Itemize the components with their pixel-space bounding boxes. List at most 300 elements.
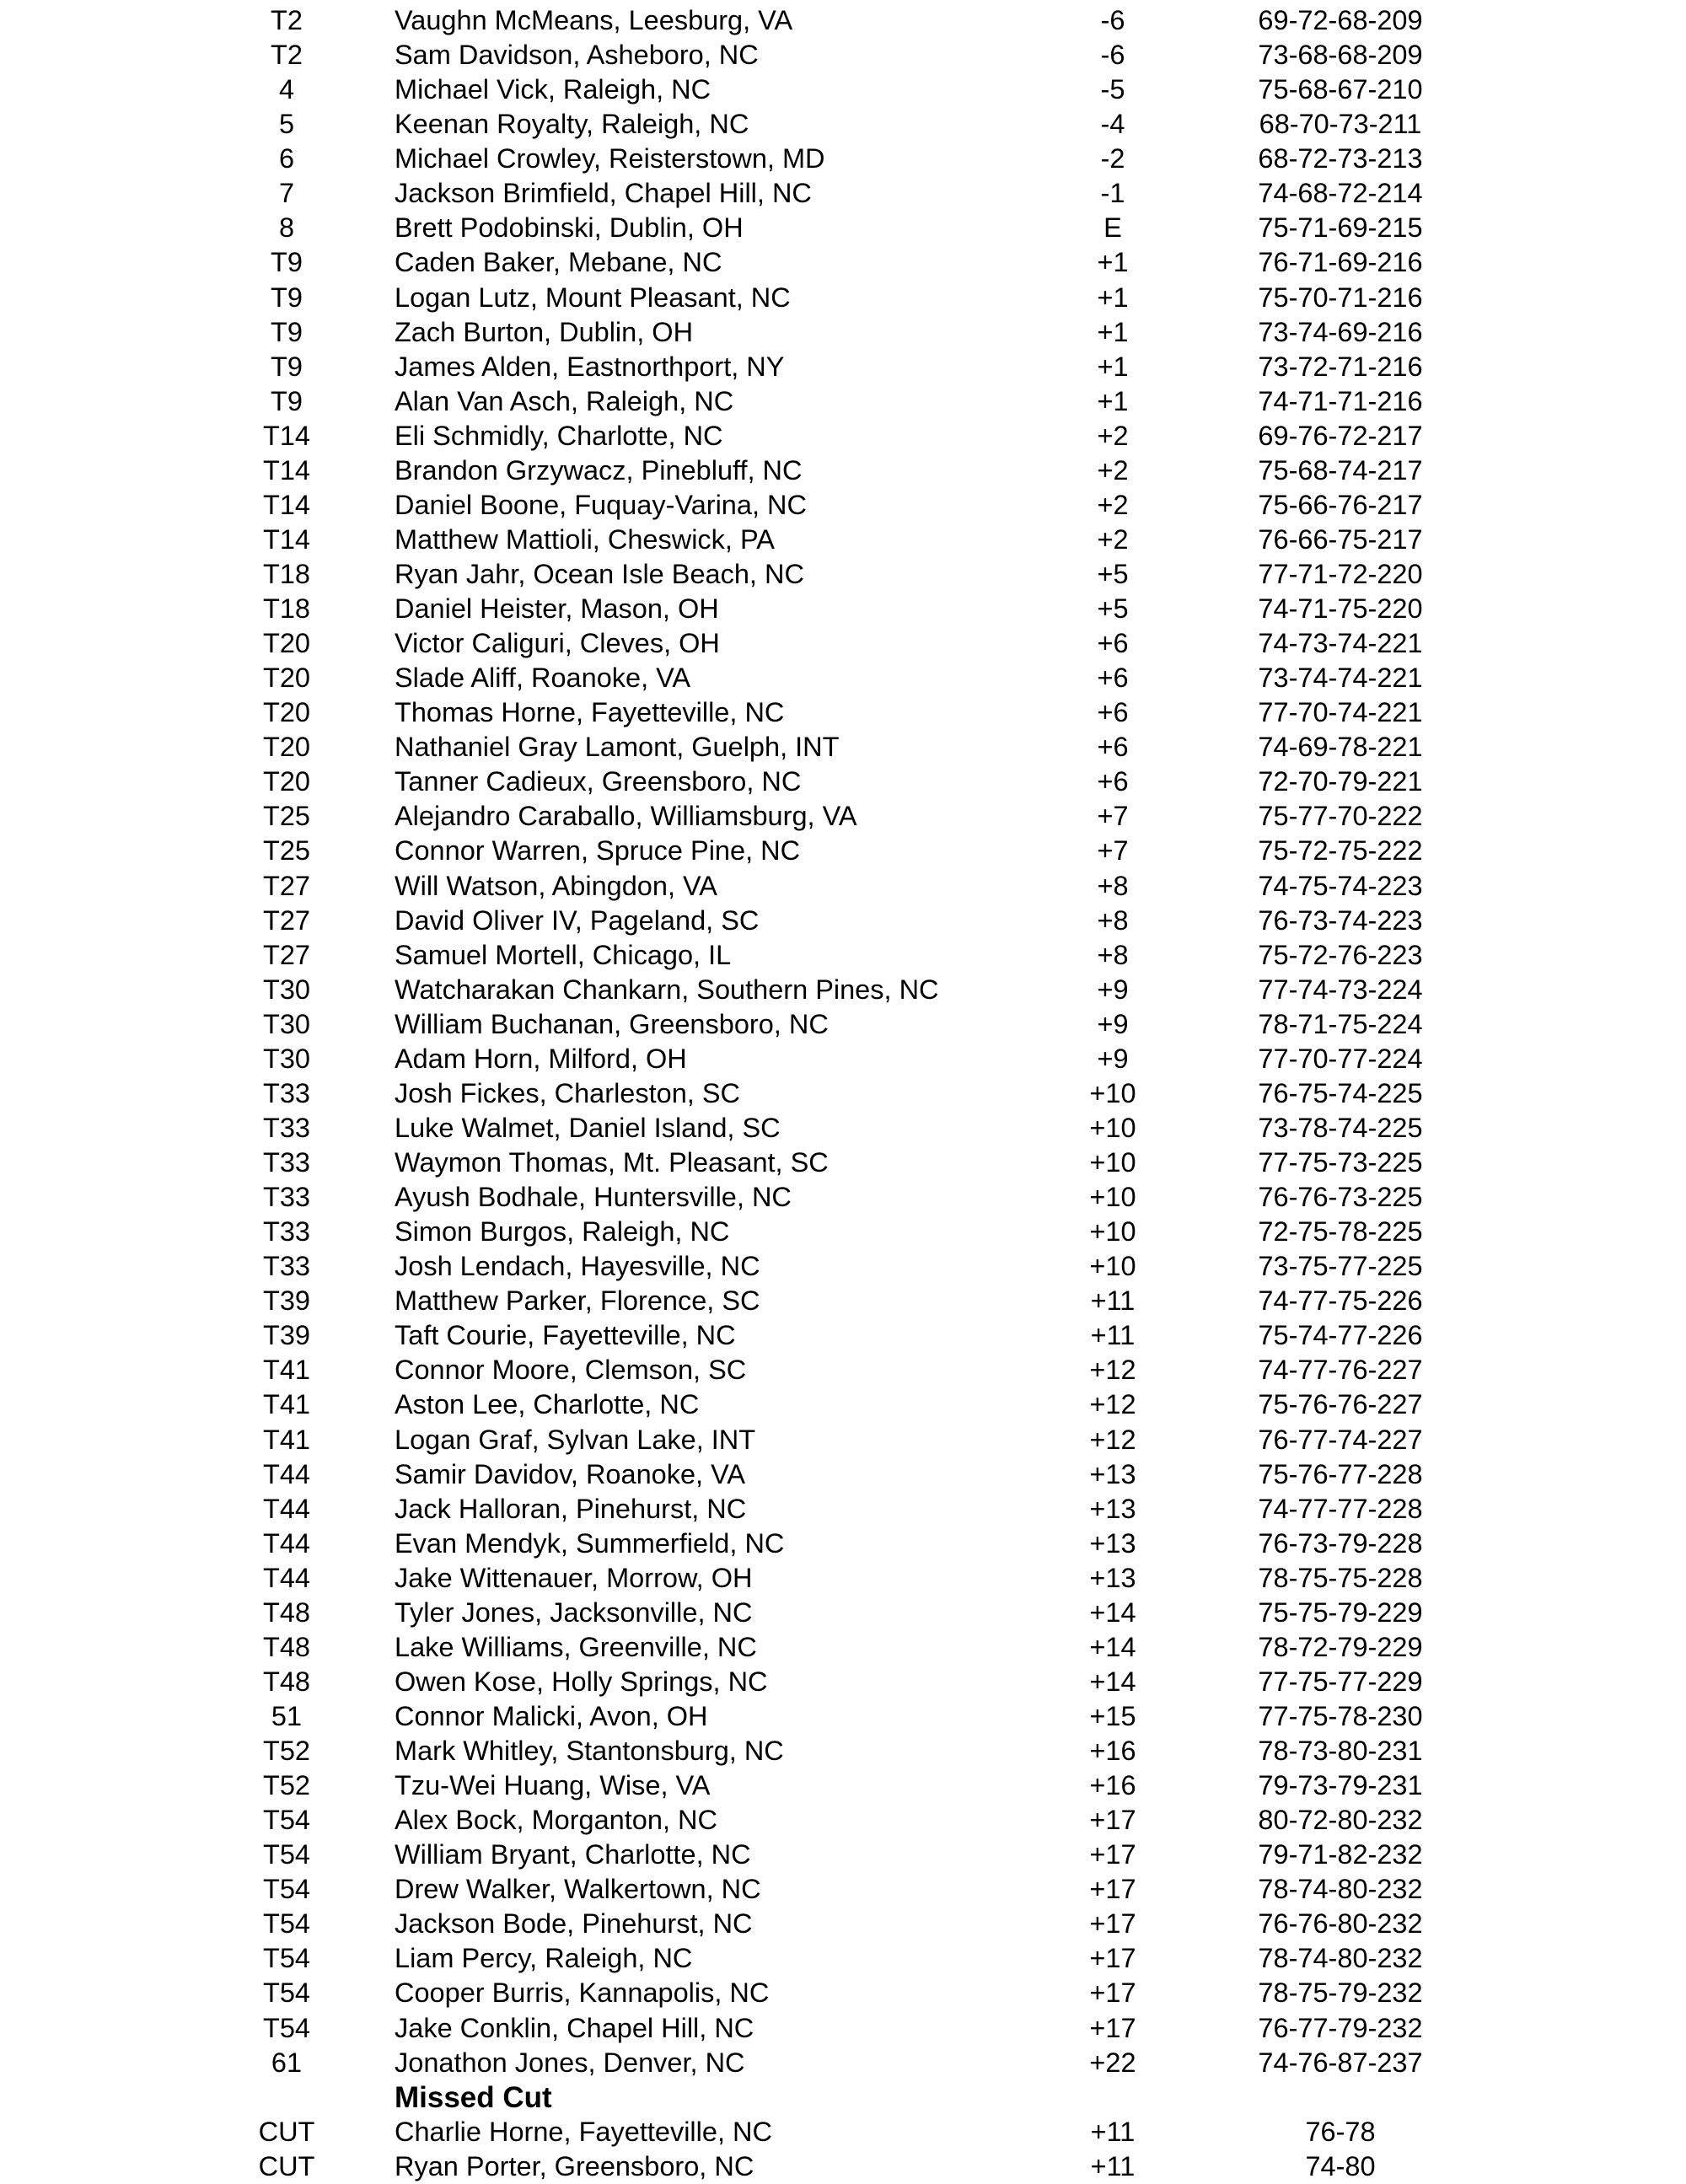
score-cell: +6 — [1097, 628, 1129, 659]
score-cell: -6 — [1100, 40, 1125, 71]
rounds-cell: 77-71-72-220 — [1258, 559, 1423, 589]
rounds-cell: 75-68-74-217 — [1258, 454, 1423, 486]
rounds-cell: 76-71-69-216 — [1258, 247, 1423, 278]
table-row — [0, 523, 1686, 557]
player-cell: Alejandro Caraballo, Williamsburg, VA — [395, 801, 857, 832]
position-cell: T54 — [262, 1805, 310, 1836]
score-cell: +6 — [1097, 663, 1129, 694]
table-row — [0, 38, 1686, 72]
player-cell: Jake Conklin, Chapel Hill, NC — [395, 2012, 754, 2043]
position-cell: 5 — [278, 109, 295, 140]
table-row — [0, 315, 1686, 350]
score-cell: -4 — [1100, 109, 1125, 140]
position-cell: T33 — [262, 1251, 310, 1282]
position-cell: T9 — [271, 385, 303, 416]
player-cell: Sam Davidson, Asheboro, NC — [395, 40, 759, 71]
score-cell: +17 — [1089, 1874, 1136, 1905]
player-cell: Alan Van Asch, Raleigh, NC — [395, 385, 734, 416]
score-cell: +1 — [1097, 316, 1129, 347]
position-cell: T14 — [262, 489, 310, 520]
rounds-cell: 74-71-71-216 — [1258, 385, 1423, 416]
player-cell: Caden Baker, Mebane, NC — [395, 247, 722, 278]
score-cell: +16 — [1089, 1770, 1136, 1801]
rounds-cell: 72-70-79-221 — [1258, 766, 1423, 797]
position-cell: 51 — [271, 1700, 303, 1731]
player-cell: Vaughn McMeans, Leesburg, VA — [395, 5, 793, 35]
table-row — [0, 730, 1686, 765]
table-row — [0, 211, 1686, 245]
position-cell: T41 — [262, 1355, 310, 1386]
score-cell: +13 — [1089, 1562, 1136, 1593]
player-cell: Aston Lee, Charlotte, NC — [395, 1389, 700, 1420]
rounds-cell: 76-76-73-225 — [1258, 1182, 1423, 1212]
rounds-cell: 73-78-74-225 — [1258, 1112, 1423, 1143]
player-cell: Charlie Horne, Fayetteville, NC — [395, 2116, 772, 2147]
player-cell: Matthew Parker, Florence, SC — [395, 1285, 760, 1317]
table-row — [0, 1665, 1686, 1699]
position-cell: T2 — [271, 5, 303, 35]
table-row — [0, 1146, 1686, 1180]
position-cell: T20 — [262, 766, 310, 797]
table-row — [0, 1596, 1686, 1630]
rounds-cell: 74-71-75-220 — [1258, 593, 1423, 624]
rounds-cell: 76-77-74-227 — [1258, 1424, 1423, 1455]
rounds-cell: 78-74-80-232 — [1258, 1874, 1423, 1905]
table-row — [0, 557, 1686, 592]
position-cell: CUT — [258, 2116, 315, 2147]
position-cell: T30 — [262, 1008, 310, 1039]
player-cell: Owen Kose, Holly Springs, NC — [395, 1666, 768, 1697]
position-cell: T9 — [271, 247, 303, 278]
rounds-cell: 78-75-79-232 — [1258, 1977, 1423, 2009]
rounds-cell: 78-74-80-232 — [1258, 1943, 1423, 1974]
rounds-cell: 74-73-74-221 — [1258, 628, 1423, 659]
player-cell: Ryan Porter, Greensboro, NC — [395, 2150, 754, 2181]
player-cell: Jackson Bode, Pinehurst, NC — [395, 1908, 753, 1940]
position-cell: T54 — [262, 2012, 310, 2043]
table-row — [0, 3, 1686, 38]
table-row — [0, 350, 1686, 384]
rounds-cell: 75-71-69-215 — [1258, 212, 1423, 244]
position-cell: T52 — [262, 1736, 310, 1766]
player-cell: Josh Fickes, Charleston, SC — [395, 1077, 741, 1108]
table-row — [0, 72, 1686, 107]
player-cell: Mark Whitley, Stantonsburg, NC — [395, 1736, 784, 1766]
position-cell: T39 — [262, 1320, 310, 1351]
player-cell: Connor Malicki, Avon, OH — [395, 1700, 708, 1731]
table-row — [0, 1111, 1686, 1146]
position-cell: T25 — [262, 801, 310, 832]
rounds-cell: 74-75-74-223 — [1258, 870, 1423, 901]
position-cell: T27 — [262, 939, 310, 970]
position-cell: T14 — [262, 523, 310, 555]
position-cell: T20 — [262, 732, 310, 763]
table-row — [0, 2149, 1686, 2184]
score-cell: +6 — [1097, 697, 1129, 728]
score-cell: +13 — [1089, 1493, 1136, 1524]
score-cell: +17 — [1089, 2012, 1136, 2043]
position-cell: T2 — [271, 40, 303, 71]
score-cell: +11 — [1090, 1320, 1136, 1351]
player-cell: Taft Courie, Fayetteville, NC — [395, 1320, 736, 1351]
table-row — [0, 1768, 1686, 1803]
rounds-cell: 76-76-80-232 — [1258, 1908, 1423, 1940]
score-cell: +11 — [1090, 2150, 1136, 2181]
rounds-cell: 69-76-72-217 — [1258, 420, 1423, 451]
position-cell: T20 — [262, 697, 310, 728]
rounds-cell: 74-77-75-226 — [1258, 1285, 1423, 1317]
rounds-cell: 74-69-78-221 — [1258, 732, 1423, 763]
player-cell: Eli Schmidly, Charlotte, NC — [395, 420, 723, 451]
player-cell: Brandon Grzywacz, Pinebluff, NC — [395, 454, 803, 486]
table-row — [0, 1387, 1686, 1422]
rounds-cell: 79-71-82-232 — [1258, 1839, 1423, 1870]
player-cell: Victor Caliguri, Cleves, OH — [395, 628, 720, 659]
rounds-cell: 75-72-75-222 — [1258, 835, 1423, 867]
rounds-cell: 78-75-75-228 — [1258, 1562, 1423, 1593]
player-cell: Drew Walker, Walkertown, NC — [395, 1874, 761, 1905]
rounds-cell: 75-75-79-229 — [1258, 1596, 1423, 1628]
score-cell: +2 — [1097, 454, 1129, 486]
position-cell: T48 — [262, 1596, 310, 1628]
table-row — [0, 1907, 1686, 1941]
table-row — [0, 799, 1686, 834]
position-cell: T52 — [262, 1770, 310, 1801]
score-cell: +12 — [1089, 1389, 1136, 1420]
table-row — [0, 488, 1686, 523]
position-cell: T44 — [262, 1458, 310, 1489]
rounds-cell: 68-72-73-213 — [1258, 143, 1423, 174]
rounds-cell: 80-72-80-232 — [1258, 1805, 1423, 1836]
position-cell: T25 — [262, 835, 310, 867]
score-cell: +10 — [1089, 1077, 1136, 1108]
player-cell: Tanner Cadieux, Greensboro, NC — [395, 766, 802, 797]
player-cell: Slade Aliff, Roanoke, VA — [395, 663, 691, 694]
table-row — [0, 2011, 1686, 2046]
table-row — [0, 384, 1686, 419]
score-cell: +7 — [1097, 801, 1129, 832]
player-cell: Logan Graf, Sylvan Lake, INT — [395, 1424, 756, 1455]
player-cell: Watcharakan Chankarn, Southern Pines, NC — [395, 974, 939, 1005]
score-cell: -6 — [1100, 5, 1125, 35]
position-cell: T48 — [262, 1666, 310, 1697]
position-cell: T20 — [262, 663, 310, 694]
score-cell: +14 — [1089, 1666, 1136, 1697]
position-cell: T9 — [271, 282, 303, 313]
rounds-cell: 73-72-71-216 — [1258, 351, 1423, 382]
table-row — [0, 1803, 1686, 1838]
position-cell: T41 — [262, 1389, 310, 1420]
position-cell: T9 — [271, 316, 303, 347]
table-row — [0, 869, 1686, 904]
position-cell: 61 — [271, 2047, 303, 2078]
player-cell: Brett Podobinski, Dublin, OH — [395, 212, 744, 244]
position-cell: T9 — [271, 351, 303, 382]
score-cell: +13 — [1089, 1458, 1136, 1489]
table-row — [0, 1976, 1686, 2010]
table-row — [0, 626, 1686, 661]
table-row — [0, 1318, 1686, 1353]
table-row — [0, 1492, 1686, 1527]
rounds-cell: 73-74-74-221 — [1258, 663, 1423, 694]
score-cell: +1 — [1097, 351, 1129, 382]
rounds-cell: 78-73-80-231 — [1258, 1736, 1423, 1766]
player-cell: Will Watson, Abingdon, VA — [395, 870, 717, 901]
rounds-cell: 75-70-71-216 — [1258, 282, 1423, 313]
table-row — [0, 1941, 1686, 1976]
table-row — [0, 1076, 1686, 1111]
player-cell: Adam Horn, Milford, OH — [395, 1043, 687, 1074]
rounds-cell: 74-80 — [1305, 2150, 1376, 2181]
table-row — [0, 1699, 1686, 1734]
table-row — [0, 661, 1686, 695]
rounds-cell: 74-76-87-237 — [1258, 2047, 1423, 2078]
table-row — [0, 2115, 1686, 2149]
table-row — [0, 1561, 1686, 1596]
position-cell: 8 — [278, 212, 295, 244]
position-cell: T14 — [262, 420, 310, 451]
position-cell: T44 — [262, 1562, 310, 1593]
player-cell: Jake Wittenauer, Morrow, OH — [395, 1562, 753, 1593]
table-row — [0, 1838, 1686, 1872]
player-cell: Matthew Mattioli, Cheswick, PA — [395, 523, 775, 555]
rounds-cell: 76-75-74-225 — [1258, 1077, 1423, 1108]
player-cell: Daniel Boone, Fuquay-Varina, NC — [395, 489, 807, 520]
score-cell: -1 — [1100, 178, 1125, 209]
rounds-cell: 73-68-68-209 — [1258, 40, 1423, 71]
position-cell: T18 — [262, 593, 310, 624]
score-cell: +1 — [1097, 247, 1129, 278]
rounds-cell: 76-73-79-228 — [1258, 1527, 1423, 1559]
position-cell: 7 — [278, 178, 295, 209]
position-cell: CUT — [258, 2150, 315, 2181]
player-cell: Josh Lendach, Hayesville, NC — [395, 1251, 760, 1282]
table-row — [0, 1734, 1686, 1768]
player-cell: Waymon Thomas, Mt. Pleasant, SC — [395, 1147, 829, 1178]
table-row — [0, 695, 1686, 730]
position-cell: T48 — [262, 1631, 310, 1662]
missed-cut-heading-row — [0, 2080, 1686, 2115]
score-cell: +11 — [1090, 2116, 1136, 2147]
table-row — [0, 2046, 1686, 2080]
rounds-cell: 75-68-67-210 — [1258, 74, 1423, 105]
player-cell: Zach Burton, Dublin, OH — [395, 316, 694, 347]
rounds-cell: 78-72-79-229 — [1258, 1631, 1423, 1662]
player-cell: Evan Mendyk, Summerfield, NC — [395, 1527, 785, 1559]
player-cell: Samuel Mortell, Chicago, IL — [395, 939, 732, 970]
position-cell: T54 — [262, 1977, 310, 2009]
player-cell: Nathaniel Gray Lamont, Guelph, INT — [395, 732, 840, 763]
score-cell: +8 — [1097, 870, 1129, 901]
score-cell: +22 — [1089, 2047, 1136, 2078]
score-cell: +17 — [1089, 1908, 1136, 1940]
player-cell: Thomas Horne, Fayetteville, NC — [395, 697, 785, 728]
table-row — [0, 453, 1686, 488]
table-row — [0, 176, 1686, 211]
table-row — [0, 765, 1686, 799]
score-cell: +15 — [1089, 1700, 1136, 1731]
position-cell: T41 — [262, 1424, 310, 1455]
score-cell: +10 — [1089, 1251, 1136, 1282]
table-row — [0, 1249, 1686, 1284]
position-cell: 6 — [278, 143, 295, 174]
score-cell: -5 — [1100, 74, 1125, 105]
position-cell: T20 — [262, 628, 310, 659]
position-cell: T54 — [262, 1874, 310, 1905]
score-cell: +8 — [1097, 904, 1129, 936]
position-cell: T33 — [262, 1147, 310, 1178]
table-row — [0, 1423, 1686, 1457]
table-row — [0, 1180, 1686, 1215]
player-cell: Connor Warren, Spruce Pine, NC — [395, 835, 801, 867]
score-cell: +9 — [1097, 1008, 1129, 1039]
player-cell: Michael Vick, Raleigh, NC — [395, 74, 711, 105]
score-cell: +2 — [1097, 420, 1129, 451]
rounds-cell: 78-71-75-224 — [1258, 1008, 1423, 1039]
score-cell: +1 — [1097, 385, 1129, 416]
position-cell: T30 — [262, 1043, 310, 1074]
rounds-cell: 76-77-79-232 — [1258, 2012, 1423, 2043]
rounds-cell: 76-78 — [1305, 2116, 1376, 2147]
rounds-cell: 69-72-68-209 — [1258, 5, 1423, 35]
rounds-cell: 76-66-75-217 — [1258, 523, 1423, 555]
rounds-cell: 76-73-74-223 — [1258, 904, 1423, 936]
score-cell: +5 — [1097, 559, 1129, 589]
position-cell: T33 — [262, 1077, 310, 1108]
table-row — [0, 1872, 1686, 1907]
table-row — [0, 245, 1686, 280]
score-cell: +12 — [1089, 1355, 1136, 1386]
player-cell: Logan Lutz, Mount Pleasant, NC — [395, 282, 791, 313]
position-cell: T27 — [262, 870, 310, 901]
score-cell: +10 — [1089, 1147, 1136, 1178]
player-cell: David Oliver IV, Pageland, SC — [395, 904, 760, 936]
table-row — [0, 904, 1686, 938]
position-cell: T18 — [262, 559, 310, 589]
score-cell: +14 — [1089, 1596, 1136, 1628]
rounds-cell: 77-75-77-229 — [1258, 1666, 1423, 1697]
table-row — [0, 592, 1686, 626]
rounds-cell: 75-66-76-217 — [1258, 489, 1423, 520]
player-cell: Jack Halloran, Pinehurst, NC — [395, 1493, 747, 1524]
score-cell: E — [1103, 212, 1122, 244]
rounds-cell: 75-77-70-222 — [1258, 801, 1423, 832]
score-cell: +6 — [1097, 766, 1129, 797]
score-cell: +10 — [1089, 1182, 1136, 1212]
table-row — [0, 1007, 1686, 1042]
table-row — [0, 938, 1686, 973]
table-row — [0, 281, 1686, 315]
player-cell: Keenan Royalty, Raleigh, NC — [395, 109, 749, 140]
score-cell: +1 — [1097, 282, 1129, 313]
position-cell: T33 — [262, 1182, 310, 1212]
missed-cut-heading: Missed Cut — [395, 2080, 552, 2114]
position-cell: T33 — [262, 1112, 310, 1143]
rounds-cell: 77-70-77-224 — [1258, 1043, 1423, 1074]
player-cell: Daniel Heister, Mason, OH — [395, 593, 719, 624]
score-cell: +17 — [1089, 1839, 1136, 1870]
player-cell: Simon Burgos, Raleigh, NC — [395, 1216, 730, 1248]
position-cell: T33 — [262, 1216, 310, 1248]
table-row — [0, 1215, 1686, 1249]
score-cell: +8 — [1097, 939, 1129, 970]
score-cell: +10 — [1089, 1216, 1136, 1248]
table-row — [0, 1630, 1686, 1665]
player-cell: Tzu-Wei Huang, Wise, VA — [395, 1770, 711, 1801]
score-cell: +16 — [1089, 1736, 1136, 1766]
rounds-cell: 75-76-76-227 — [1258, 1389, 1423, 1420]
player-cell: William Bryant, Charlotte, NC — [395, 1839, 751, 1870]
player-cell: Ayush Bodhale, Huntersville, NC — [395, 1182, 792, 1212]
position-cell: T44 — [262, 1527, 310, 1559]
player-cell: Michael Crowley, Reisterstown, MD — [395, 143, 825, 174]
score-cell: +17 — [1089, 1805, 1136, 1836]
table-row — [0, 1527, 1686, 1561]
table-row — [0, 107, 1686, 142]
score-cell: +6 — [1097, 732, 1129, 763]
player-cell: Jackson Brimfield, Chapel Hill, NC — [395, 178, 812, 209]
table-row — [0, 1457, 1686, 1492]
player-cell: Alex Bock, Morganton, NC — [395, 1805, 717, 1836]
rounds-cell: 77-74-73-224 — [1258, 974, 1423, 1005]
table-row — [0, 142, 1686, 176]
player-cell: Tyler Jones, Jacksonville, NC — [395, 1596, 753, 1628]
rounds-cell: 74-77-77-228 — [1258, 1493, 1423, 1524]
position-cell: T39 — [262, 1285, 310, 1317]
table-row — [0, 1353, 1686, 1387]
rounds-cell: 75-76-77-228 — [1258, 1458, 1423, 1489]
rounds-cell: 74-77-76-227 — [1258, 1355, 1423, 1386]
rounds-cell: 68-70-73-211 — [1259, 109, 1422, 140]
position-cell: T27 — [262, 904, 310, 936]
player-cell: Luke Walmet, Daniel Island, SC — [395, 1112, 781, 1143]
position-cell: T30 — [262, 974, 310, 1005]
score-cell: +13 — [1089, 1527, 1136, 1559]
player-cell: Jonathon Jones, Denver, NC — [395, 2047, 745, 2078]
player-cell: James Alden, Eastnorthport, NY — [395, 351, 785, 382]
rounds-cell: 77-75-73-225 — [1258, 1147, 1423, 1178]
score-cell: +9 — [1097, 974, 1129, 1005]
position-cell: 4 — [278, 74, 295, 105]
score-cell: +7 — [1097, 835, 1129, 867]
rounds-cell: 77-70-74-221 — [1258, 697, 1423, 728]
rounds-cell: 73-75-77-225 — [1258, 1251, 1423, 1282]
score-cell: +14 — [1089, 1631, 1136, 1662]
score-cell: +9 — [1097, 1043, 1129, 1074]
player-cell: Samir Davidov, Roanoke, VA — [395, 1458, 746, 1489]
rounds-cell: 72-75-78-225 — [1258, 1216, 1423, 1248]
player-cell: Cooper Burris, Kannapolis, NC — [395, 1977, 770, 2009]
score-cell: +10 — [1089, 1112, 1136, 1143]
rounds-cell: 74-68-72-214 — [1258, 178, 1423, 209]
player-cell: William Buchanan, Greensboro, NC — [395, 1008, 829, 1039]
table-row — [0, 834, 1686, 868]
position-cell: T54 — [262, 1943, 310, 1974]
rounds-cell: 79-73-79-231 — [1258, 1770, 1423, 1801]
score-cell: +11 — [1090, 1285, 1136, 1317]
player-cell: Connor Moore, Clemson, SC — [395, 1355, 747, 1386]
rounds-cell: 75-74-77-226 — [1258, 1320, 1423, 1351]
score-cell: +17 — [1089, 1977, 1136, 2009]
player-cell: Ryan Jahr, Ocean Isle Beach, NC — [395, 559, 804, 589]
table-row — [0, 419, 1686, 453]
rounds-cell: 77-75-78-230 — [1258, 1700, 1423, 1731]
rounds-cell: 75-72-76-223 — [1258, 939, 1423, 970]
rounds-cell: 73-74-69-216 — [1258, 316, 1423, 347]
position-cell: T54 — [262, 1839, 310, 1870]
position-cell: T14 — [262, 454, 310, 486]
score-cell: +12 — [1089, 1424, 1136, 1455]
